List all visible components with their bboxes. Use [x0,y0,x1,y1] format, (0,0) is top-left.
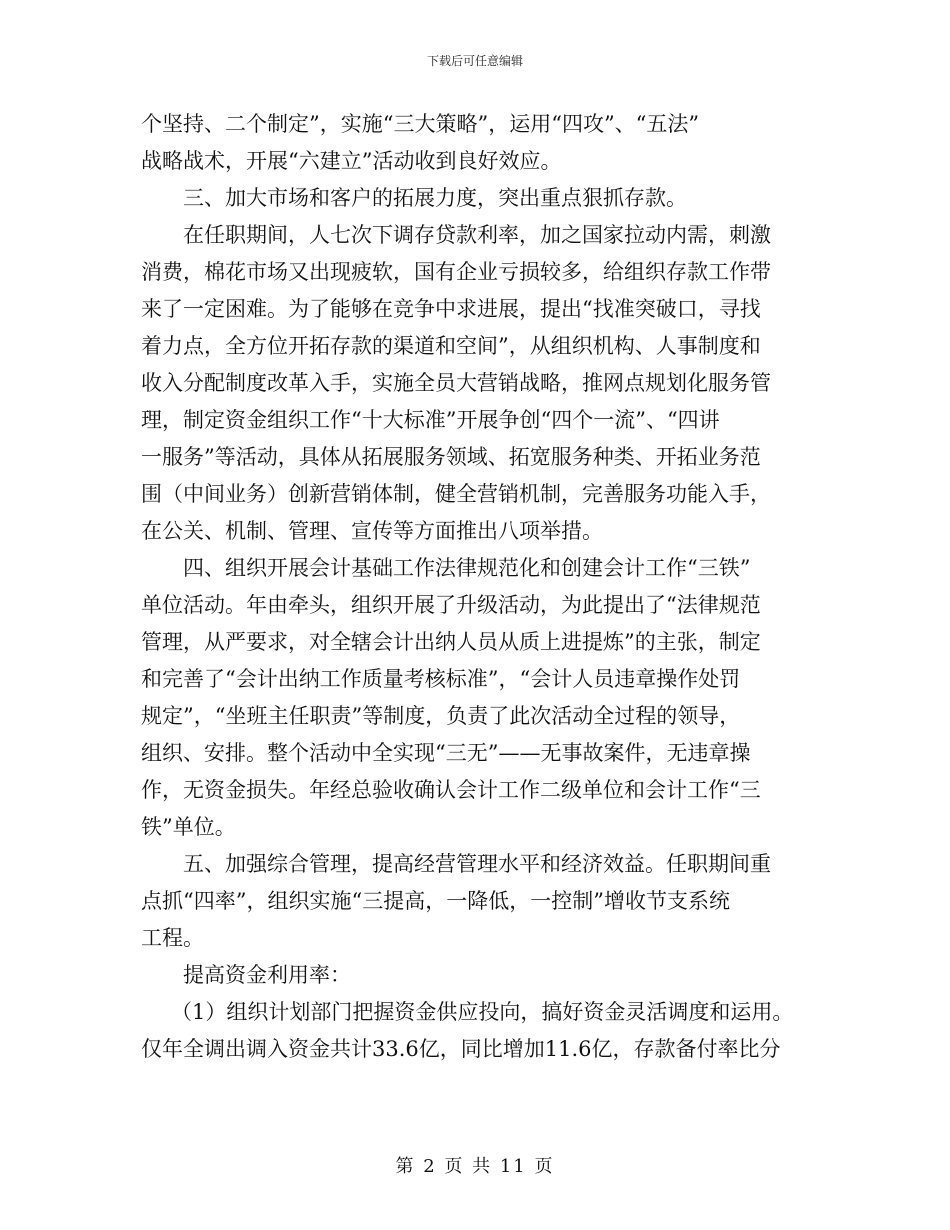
text-line: 作，无资金损失。年经总验收确认会计工作二级单位和会计工作“三 [141,778,761,802]
text-line: 围（中间业务）创新营销体制，健全营销机制，完善服务功能入手， [141,482,771,506]
text-line: 工程。 [141,926,204,950]
text-line: 规定”，“坐班主任职责”等制度，负责了此次活动全过程的领导， [141,704,741,728]
text-line: 消费，棉花市场又出现疲软，国有企业亏损较多，给组织存款工作带 [141,260,771,284]
text-line: （1）组织计划部门把握资金供应投向，搞好资金灵活调度和运用。 [171,1000,794,1024]
text-line: 点抓“四率”，组织实施“三提高，一降低，一控制”增收节支系统 [141,889,730,913]
text-line: 个坚持、二个制定”，实施“三大策略”，运用“四攻”、“五法” [141,112,700,136]
document-body [141,106,821,1068]
text-line: 在公关、机制、管理、宣传等方面推出八项举措。 [141,519,603,543]
text-line: 仅年全调出调入资金共计33.6亿，同比增加11.6亿，存款备付率比分 [141,1037,781,1061]
page-footer: 第 2 页 共 11 页 [395,1156,555,1177]
text-line: 在任职期间，人七次下调存贷款利率，加之国家拉动内需，刺激 [183,223,771,247]
section-heading: 五、加强综合管理，提高经营管理水平和经济效益。任职期间重 [183,852,771,876]
text-line: 铁”单位。 [141,815,236,839]
page-header: 下载后可任意编辑 [426,54,523,68]
text-line: 和完善了“会计出纳工作质量考核标准”，“会计人员违章操作处罚 [141,667,741,691]
text-line: 来了一定困难。为了能够在竞争中求进展，提出“找准突破口，寻找 [141,297,761,321]
text-line: 收入分配制度改革入手，实施全员大营销战略，推网点规划化服务管 [141,371,771,395]
text-line: 一服务”等活动，具体从拓展服务领域、拓宽服务种类、开拓业务范 [141,445,761,469]
text-line: 理，制定资金组织工作“十大标准”开展争创“四个一流”、“四讲 [141,408,720,432]
text-line: 单位活动。年由牵头，组织开展了升级活动，为此提出了“法律规范 [141,593,761,617]
section-heading: 三、加大市场和客户的拓展力度，突出重点狠抓存款。 [183,186,687,210]
text-line: 组织、安排。整个活动中全实现“三无”——无事故案件，无违章操 [141,741,751,765]
text-line: 管理，从严要求，对全辖会计出纳人员从质上进提炼”的主张，制定 [141,630,761,654]
text-line: 提高资金利用率： [183,963,351,987]
text-line: 着力点，全方位开拓存款的渠道和空间”，从组织机构、人事制度和 [141,334,761,358]
text-line: 战略战术，开展“六建立”活动收到良好效应。 [141,149,562,173]
section-heading: 四、组织开展会计基础工作法律规范化和创建会计工作“三铁” [183,556,751,580]
